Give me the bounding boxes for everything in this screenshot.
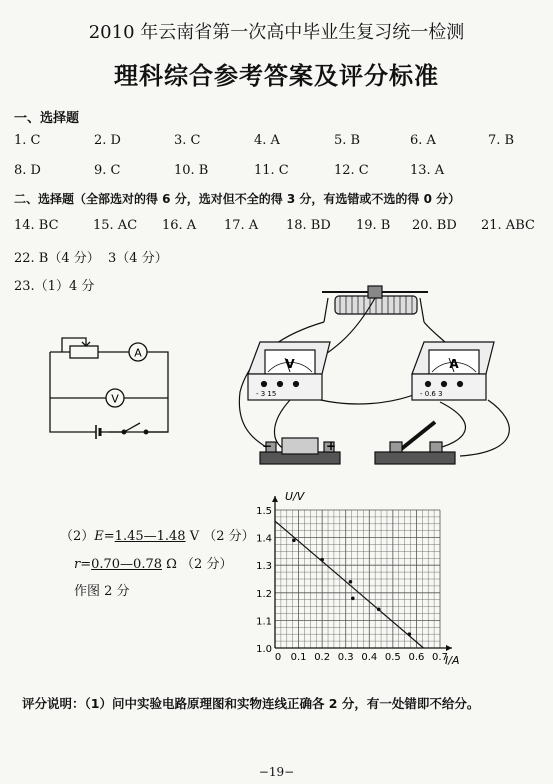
data-point — [377, 608, 381, 612]
emf-symbol: E= — [94, 529, 115, 544]
answer-item: 10. B — [174, 163, 209, 178]
apparatus-illustration — [230, 282, 540, 472]
x-tick-label: 0.5 — [384, 652, 401, 663]
resistance-symbol: r= — [74, 557, 92, 572]
q23-part1: 23.（1）4 分 — [14, 279, 95, 294]
section2-row1 — [0, 218, 553, 238]
emf-unit: V （2 分） — [189, 529, 255, 544]
answer-item: 4. A — [254, 133, 280, 148]
answer-item: 12. C — [334, 163, 369, 178]
y-axis-arrow — [272, 496, 278, 502]
x-tick-label: 0.2 — [314, 652, 331, 663]
plot-score-note: 作图 2 分 — [74, 584, 130, 599]
answer-item: 3. C — [174, 133, 201, 148]
battery-plus: + — [326, 439, 337, 453]
x-axis-label: I/A — [445, 654, 460, 667]
voltmeter-label: V — [111, 392, 119, 406]
answer-item: 13. A — [410, 163, 445, 178]
answer-item: 1. C — [14, 133, 41, 148]
apparatus-voltmeter-label: V — [285, 357, 295, 371]
ui-graph — [255, 488, 485, 673]
q23-resistance-line — [74, 553, 232, 572]
x-axis-arrow — [446, 645, 452, 651]
y-tick-label: 1.1 — [256, 616, 272, 628]
answer-item: 18. BD — [286, 218, 331, 233]
answer-key-title: 理科综合参考答案及评分标准 — [114, 62, 439, 90]
q23-emf-line — [60, 525, 255, 544]
battery-minus: − — [262, 439, 273, 453]
answer-item: 8. D — [14, 163, 41, 178]
q22-answer: 22. B（4 分） 3（4 分） — [14, 251, 168, 266]
voltmeter-terminals: - 3 15 — [256, 390, 277, 398]
x-tick-label: 0.7 — [432, 652, 448, 663]
data-point — [292, 539, 296, 543]
apparatus-ammeter-label: A — [449, 357, 459, 371]
answer-item: 21. ABC — [481, 218, 535, 233]
emf-value: 1.45—1.48 — [114, 529, 186, 544]
section2-title: 二、选择题（全部选对的得 6 分，选对但不全的得 3 分，有选错或不选的得 0 分） — [14, 192, 461, 206]
answer-item: 11. C — [254, 163, 289, 178]
section1-title: 一、选择题 — [14, 111, 80, 126]
circuit-diagram — [40, 322, 190, 452]
page-number: −19− — [258, 765, 295, 779]
x-tick-label: 0.4 — [361, 652, 378, 663]
x-tick-label: 0.3 — [337, 652, 354, 663]
grading-note: 评分说明：（1）问中实验电路原理图和实物连线正确各 2 分，有一处错即不给分。 — [22, 696, 480, 711]
y-tick-label: 1.5 — [256, 506, 272, 517]
resistance-value: 0.70—0.78 — [91, 557, 162, 572]
y-tick-label: 1.2 — [256, 588, 272, 600]
y-axis-label: U/V — [285, 490, 305, 503]
answer-item: 14. BC — [14, 218, 59, 233]
answer-item: 5. B — [334, 133, 361, 148]
fit-line — [275, 521, 424, 648]
answer-item: 19. B — [356, 218, 391, 233]
data-point — [408, 632, 412, 636]
y-tick-label: 1.0 — [256, 644, 272, 655]
x-tick-label: 0.1 — [290, 652, 307, 663]
data-point — [351, 597, 355, 601]
answer-item: 6. A — [410, 133, 436, 148]
answer-item: 15. AC — [93, 218, 138, 233]
part2-label: （2） — [60, 529, 95, 544]
answer-item: 7. B — [488, 133, 515, 148]
resistance-unit: Ω （2 分） — [166, 557, 233, 572]
answer-item: 2. D — [94, 133, 121, 148]
answer-item: 17. A — [224, 218, 259, 233]
data-point — [320, 558, 324, 562]
section1-row2 — [0, 163, 553, 183]
exam-title: 2010 年云南省第一次高中毕业生复习统一检测 — [88, 22, 465, 43]
answer-item: 16. A — [162, 218, 197, 233]
x-tick-label: 0 — [274, 652, 282, 663]
y-tick-label: 1.4 — [256, 533, 272, 545]
x-tick-label: 0.6 — [408, 652, 425, 663]
y-tick-label: 1.3 — [256, 561, 272, 573]
answer-item: 9. C — [94, 163, 121, 178]
data-point — [349, 580, 353, 584]
ammeter-terminals: - 0.6 3 — [420, 390, 443, 398]
answer-item: 20. BD — [412, 218, 457, 233]
section1-row1 — [0, 133, 553, 153]
ammeter-label: A — [134, 346, 142, 360]
